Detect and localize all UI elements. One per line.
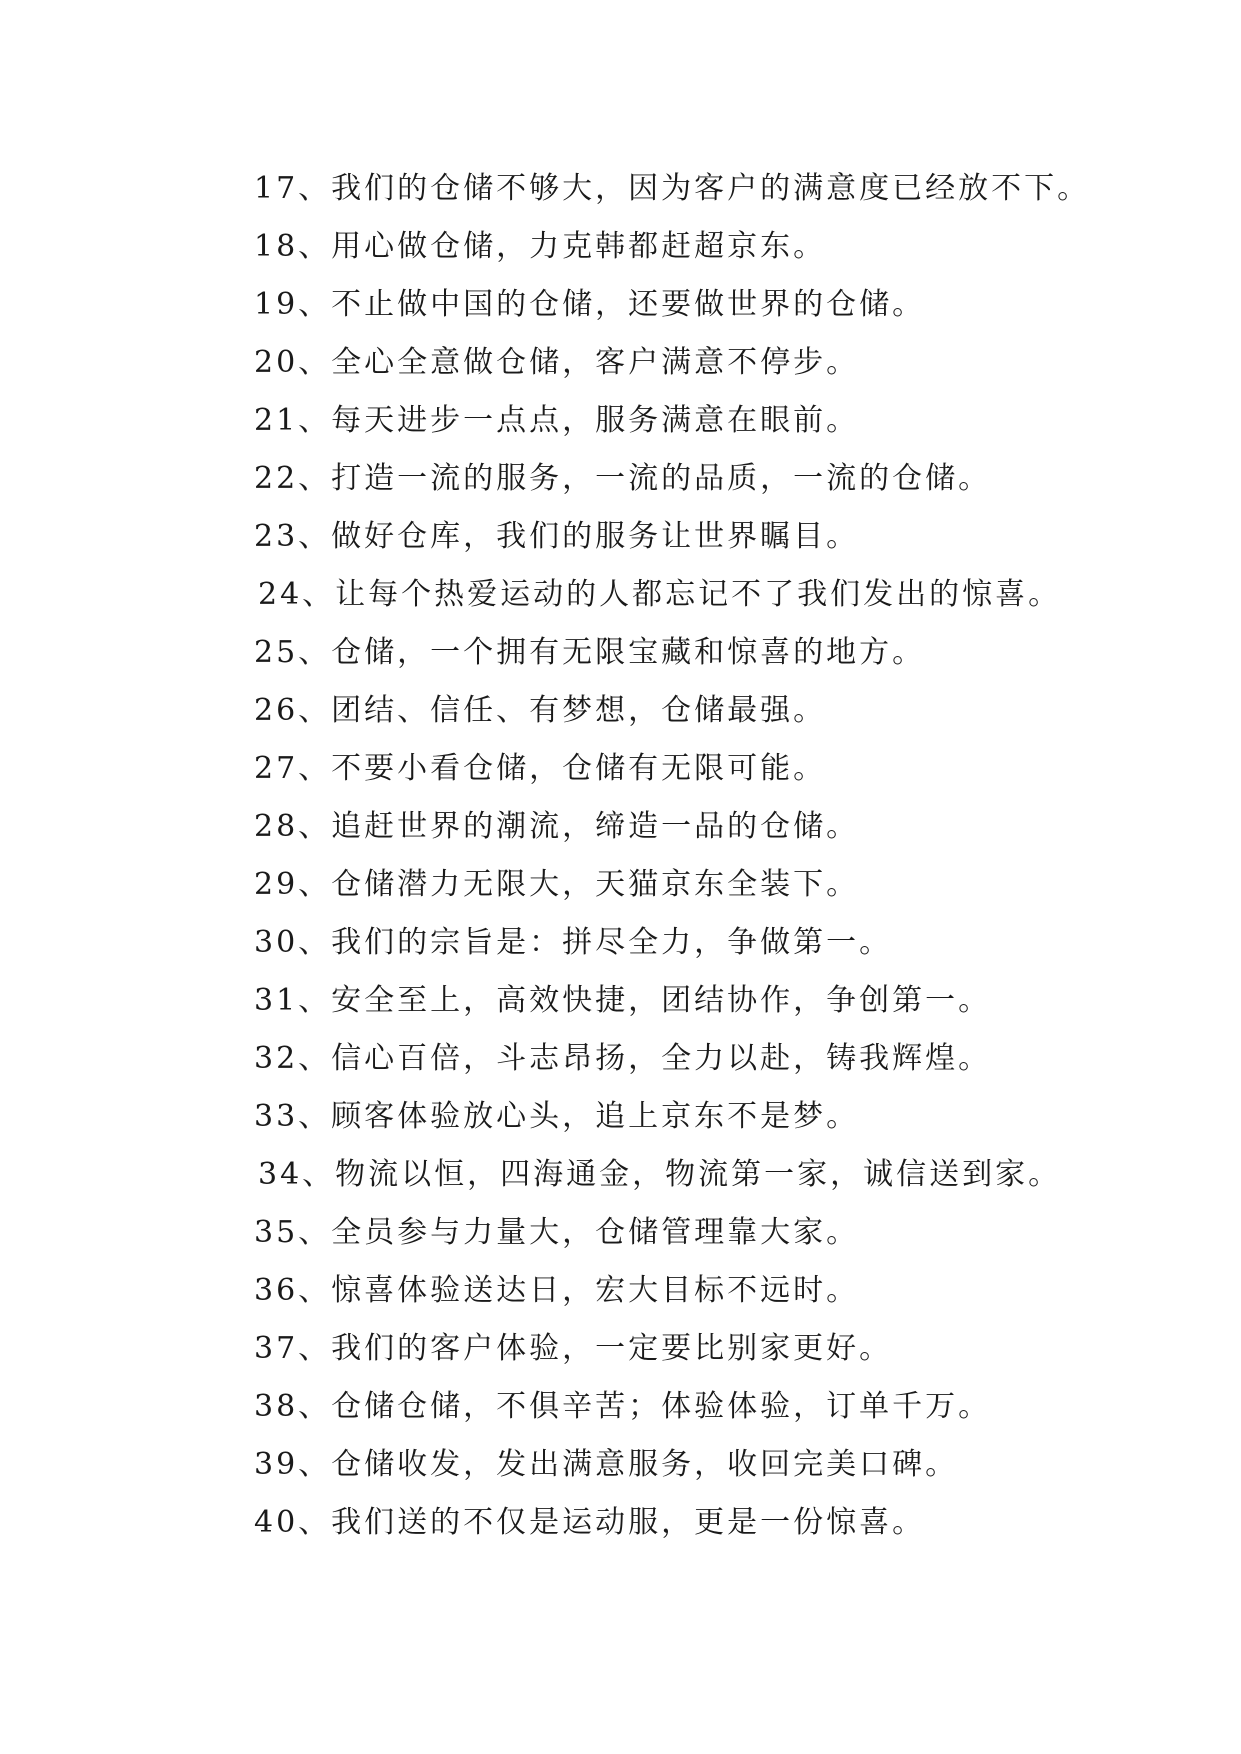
list-item: 26、团结、信任、有梦想，仓储最强。	[254, 693, 827, 728]
list-item: 28、追赶世界的潮流，缔造一品的仓储。	[254, 809, 860, 844]
list-item: 23、做好仓库，我们的服务让世界瞩目。	[254, 519, 860, 554]
list-item: 17、我们的仓储不够大，因为客户的满意度已经放不下。	[254, 171, 1091, 206]
list-item: 18、用心做仓储，力克韩都赶超京东。	[254, 229, 827, 264]
list-item: 32、信心百倍，斗志昂扬，全力以赴，铸我辉煌。	[254, 1041, 992, 1076]
list-item: 33、顾客体验放心头，追上京东不是梦。	[254, 1099, 860, 1134]
list-item: 21、每天进步一点点，服务满意在眼前。	[254, 403, 860, 438]
list-item: 38、仓储仓储，不俱辛苦；体验体验，订单千万。	[254, 1389, 992, 1424]
list-item: 35、全员参与力量大，仓储管理靠大家。	[254, 1215, 860, 1250]
list-item: 37、我们的客户体验，一定要比别家更好。	[254, 1331, 893, 1366]
list-item: 19、不止做中国的仓储，还要做世界的仓储。	[254, 287, 926, 322]
list-item: 22、打造一流的服务，一流的品质，一流的仓储。	[254, 461, 992, 496]
list-item: 39、仓储收发，发出满意服务，收回完美口碑。	[254, 1447, 959, 1482]
list-item: 25、仓储，一个拥有无限宝藏和惊喜的地方。	[254, 635, 926, 670]
list-item: 40、我们送的不仅是运动服，更是一份惊喜。	[254, 1505, 926, 1540]
list-item: 27、不要小看仓储，仓储有无限可能。	[254, 751, 827, 786]
list-item: 34、物流以恒，四海通金，物流第一家，诚信送到家。	[258, 1157, 1062, 1192]
list-item: 20、全心全意做仓储，客户满意不停步。	[254, 345, 860, 380]
list-item: 24、让每个热爱运动的人都忘记不了我们发出的惊喜。	[258, 577, 1062, 612]
list-item: 30、我们的宗旨是：拼尽全力，争做第一。	[254, 925, 893, 960]
list-item: 36、惊喜体验送达日，宏大目标不远时。	[254, 1273, 860, 1308]
list-item: 29、仓储潜力无限大，天猫京东全装下。	[254, 867, 860, 902]
slogan-list	[254, 160, 1194, 1552]
list-item: 31、安全至上，高效快捷，团结协作，争创第一。	[254, 983, 992, 1018]
